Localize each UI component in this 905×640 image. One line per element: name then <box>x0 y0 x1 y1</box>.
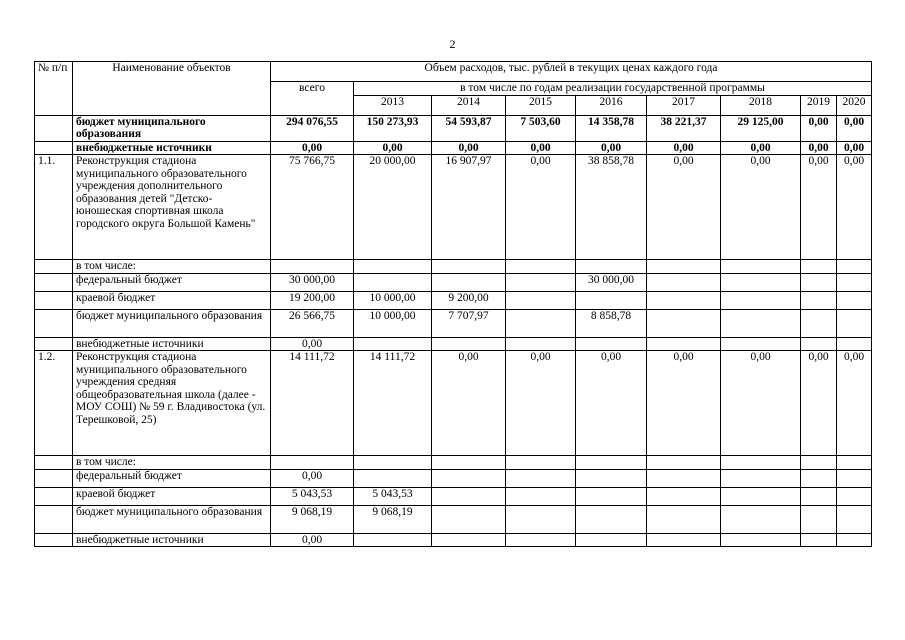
row-value <box>647 505 721 533</box>
row-num <box>35 260 73 274</box>
row-value <box>837 505 872 533</box>
row-value <box>721 291 801 309</box>
row-num <box>35 533 73 547</box>
row-value <box>576 505 647 533</box>
row-value: 19 200,00 <box>271 291 354 309</box>
row-value: 0,00 <box>271 337 354 351</box>
row-value: 7 503,60 <box>506 115 576 141</box>
table-row <box>35 487 872 505</box>
row-value: 30 000,00 <box>576 273 647 291</box>
row-value <box>721 505 801 533</box>
row-value <box>647 260 721 274</box>
row-value <box>647 533 721 547</box>
header-by-years: в том числе по годам реализации государственной программы <box>354 82 872 96</box>
row-num <box>35 141 73 155</box>
expenses-table <box>34 61 872 547</box>
header-expenses: Объем расходов, тыс. рублей в текущих ценах каждого года <box>271 62 872 82</box>
row-value <box>647 456 721 470</box>
row-value <box>801 309 837 337</box>
header-year: 2019 <box>801 95 837 115</box>
row-name: в том числе: <box>73 260 271 274</box>
row-value: 0,00 <box>721 351 801 456</box>
row-value: 0,00 <box>721 141 801 155</box>
row-value: 7 707,97 <box>432 309 506 337</box>
row-value: 0,00 <box>801 141 837 155</box>
row-value: 0,00 <box>801 115 837 141</box>
row-value: 5 043,53 <box>354 487 432 505</box>
row-value <box>801 337 837 351</box>
row-name: Реконструкция стадиона муниципального образовательного учреждения дополнительного образования детей "Детско-юношеская спортивная школа городского округа Большой Камень" <box>73 155 271 260</box>
header-year: 2018 <box>721 95 801 115</box>
row-value <box>354 273 432 291</box>
row-value <box>647 337 721 351</box>
header-year: 2013 <box>354 95 432 115</box>
row-value <box>506 291 576 309</box>
row-value: 0,00 <box>506 351 576 456</box>
row-value: 0,00 <box>271 533 354 547</box>
row-value <box>432 260 506 274</box>
row-value: 0,00 <box>647 351 721 456</box>
row-value <box>576 487 647 505</box>
row-value <box>721 309 801 337</box>
row-name: бюджет муниципального образования <box>73 505 271 533</box>
row-value: 10 000,00 <box>354 309 432 337</box>
row-value <box>721 456 801 470</box>
row-value <box>506 487 576 505</box>
row-num <box>35 337 73 351</box>
header-year: 2014 <box>432 95 506 115</box>
table-row <box>35 505 872 533</box>
row-value <box>721 337 801 351</box>
header-year: 2015 <box>506 95 576 115</box>
row-value: 29 125,00 <box>721 115 801 141</box>
row-value <box>506 273 576 291</box>
row-num <box>35 115 73 141</box>
row-value: 0,00 <box>837 141 872 155</box>
table-row <box>35 351 872 456</box>
row-value: 0,00 <box>837 351 872 456</box>
row-value <box>801 487 837 505</box>
row-value <box>647 309 721 337</box>
table-row <box>35 469 872 487</box>
row-value <box>801 505 837 533</box>
row-value <box>647 469 721 487</box>
row-name: Реконструкция стадиона муниципального образовательного учреждения средняя общеобразовательная школа (далее - МОУ СОШ) № 59 г. Владивостока (ул. Терешковой, 25) <box>73 351 271 456</box>
row-value <box>432 469 506 487</box>
header-year: 2020 <box>837 95 872 115</box>
table-row <box>35 141 872 155</box>
row-num <box>35 273 73 291</box>
row-value <box>576 533 647 547</box>
row-num: 1.1. <box>35 155 73 260</box>
row-value: 38 221,37 <box>647 115 721 141</box>
row-value: 16 907,97 <box>432 155 506 260</box>
row-value <box>837 456 872 470</box>
row-value <box>576 291 647 309</box>
table-row <box>35 337 872 351</box>
table-row <box>35 291 872 309</box>
row-value <box>837 273 872 291</box>
header-name: Наименование объектов <box>73 62 271 116</box>
row-value: 0,00 <box>837 155 872 260</box>
row-value <box>837 469 872 487</box>
row-value: 150 273,93 <box>354 115 432 141</box>
row-value: 20 000,00 <box>354 155 432 260</box>
row-value <box>647 487 721 505</box>
row-value <box>506 337 576 351</box>
row-value <box>432 487 506 505</box>
row-value <box>506 533 576 547</box>
row-value: 9 068,19 <box>354 505 432 533</box>
row-value: 9 200,00 <box>432 291 506 309</box>
table-row <box>35 155 872 260</box>
row-value: 26 566,75 <box>271 309 354 337</box>
row-value <box>837 260 872 274</box>
row-value <box>354 337 432 351</box>
header-num: № п/п <box>35 62 73 116</box>
row-value <box>506 505 576 533</box>
row-value: 0,00 <box>271 141 354 155</box>
row-num <box>35 469 73 487</box>
row-value: 75 766,75 <box>271 155 354 260</box>
row-value <box>354 533 432 547</box>
row-value <box>432 533 506 547</box>
row-name: в том числе: <box>73 456 271 470</box>
row-name: краевой бюджет <box>73 291 271 309</box>
row-num <box>35 456 73 470</box>
row-num <box>35 487 73 505</box>
row-value <box>576 337 647 351</box>
table-row <box>35 260 872 274</box>
row-value <box>837 533 872 547</box>
table-row <box>35 533 872 547</box>
header-year: 2017 <box>647 95 721 115</box>
row-name: федеральный бюджет <box>73 273 271 291</box>
row-value <box>432 456 506 470</box>
row-num <box>35 309 73 337</box>
row-value <box>576 456 647 470</box>
row-value: 0,00 <box>354 141 432 155</box>
row-value <box>721 487 801 505</box>
row-value <box>837 337 872 351</box>
row-value: 0,00 <box>506 141 576 155</box>
row-value: 0,00 <box>801 351 837 456</box>
row-num: 1.2. <box>35 351 73 456</box>
row-value: 0,00 <box>432 141 506 155</box>
row-value <box>576 469 647 487</box>
row-value <box>647 273 721 291</box>
row-value <box>576 260 647 274</box>
row-value <box>271 456 354 470</box>
row-value: 0,00 <box>647 155 721 260</box>
row-value: 294 076,55 <box>271 115 354 141</box>
row-name: бюджет муниципального образования <box>73 115 271 141</box>
row-num <box>35 291 73 309</box>
row-value: 9 068,19 <box>271 505 354 533</box>
header-total: всего <box>271 82 354 116</box>
row-value: 0,00 <box>721 155 801 260</box>
table-row <box>35 456 872 470</box>
row-name: внебюджетные источники <box>73 337 271 351</box>
row-value <box>721 273 801 291</box>
row-value: 8 858,78 <box>576 309 647 337</box>
row-value: 0,00 <box>837 115 872 141</box>
row-name: бюджет муниципального образования <box>73 309 271 337</box>
row-value <box>432 337 506 351</box>
table-row <box>35 115 872 141</box>
row-value <box>721 533 801 547</box>
row-value: 0,00 <box>576 141 647 155</box>
table-row <box>35 273 872 291</box>
row-value: 10 000,00 <box>354 291 432 309</box>
row-value: 0,00 <box>801 155 837 260</box>
header-year: 2016 <box>576 95 647 115</box>
row-value <box>506 456 576 470</box>
row-name: внебюджетные источники <box>73 141 271 155</box>
row-value <box>506 469 576 487</box>
row-name: федеральный бюджет <box>73 469 271 487</box>
row-value <box>837 309 872 337</box>
row-value <box>354 469 432 487</box>
row-value: 5 043,53 <box>271 487 354 505</box>
table-row <box>35 309 872 337</box>
row-name: краевой бюджет <box>73 487 271 505</box>
row-value: 0,00 <box>506 155 576 260</box>
row-value <box>801 469 837 487</box>
row-value <box>801 260 837 274</box>
row-value: 30 000,00 <box>271 273 354 291</box>
row-value <box>354 456 432 470</box>
row-value <box>837 487 872 505</box>
row-value: 0,00 <box>432 351 506 456</box>
row-value <box>506 260 576 274</box>
row-value <box>647 291 721 309</box>
row-value: 0,00 <box>576 351 647 456</box>
row-value <box>801 456 837 470</box>
row-value <box>801 273 837 291</box>
row-value <box>271 260 354 274</box>
row-value: 54 593,87 <box>432 115 506 141</box>
row-value: 0,00 <box>647 141 721 155</box>
row-value: 14 358,78 <box>576 115 647 141</box>
row-value <box>801 291 837 309</box>
row-name: внебюджетные источники <box>73 533 271 547</box>
row-value: 38 858,78 <box>576 155 647 260</box>
row-value <box>506 309 576 337</box>
page-number: 2 <box>449 37 456 51</box>
row-num <box>35 505 73 533</box>
row-value <box>432 505 506 533</box>
row-value <box>837 291 872 309</box>
row-value <box>721 469 801 487</box>
row-value <box>432 273 506 291</box>
row-value: 14 111,72 <box>271 351 354 456</box>
row-value: 0,00 <box>271 469 354 487</box>
row-value <box>721 260 801 274</box>
row-value: 14 111,72 <box>354 351 432 456</box>
row-value <box>801 533 837 547</box>
row-value <box>354 260 432 274</box>
